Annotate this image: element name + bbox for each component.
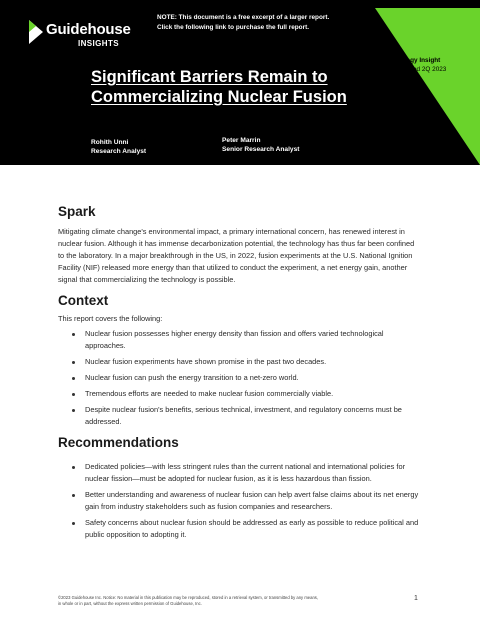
- bullet-icon: [72, 361, 75, 364]
- legal-line-2: in whole or in part, without the express written permission of Guidehouse, Inc.: [58, 601, 202, 606]
- report-type-block: [392, 56, 446, 74]
- excerpt-note: [157, 13, 367, 33]
- bullet-icon: [72, 409, 75, 412]
- logo-subtitle: INSIGHTS: [78, 39, 119, 48]
- spark-text: Mitigating climate change's environmental impact, a primary international concern, has renewed interest in nuclear fusion. Although it has immense decarbonization potential, the technology has thus far been confined to the laboratory. In a major breakthrough in the US, in 2022, fusion experiments at the U.S. National Ignition Facility (NIF) released more energy than that utilized to conduct the experiment, a net energy gain, another signal that commercializing the technology is possible.: [58, 227, 415, 284]
- note-purchase-link[interactable]: Click the following link to purchase the full report.: [157, 24, 309, 31]
- title-line-1: Significant Barriers Remain to: [91, 68, 328, 86]
- copyright-notice: [58, 595, 368, 607]
- green-accent-triangle: [375, 0, 480, 165]
- bullet-icon: [72, 494, 75, 497]
- analyst-role: Senior Research Analyst: [222, 146, 300, 153]
- bullet-icon: [72, 393, 75, 396]
- list-item: Dedicated policies—with less stringent rules than the current national and international policies for nuclear fission—must be adopted for nuclear fusion, as it is less hazardous than fission.: [58, 461, 424, 485]
- report-title: [91, 67, 371, 107]
- list-item: Safety concerns about nuclear fusion should be addressed as early as possible to reduce political and public opposition to adopting it.: [58, 517, 424, 541]
- title-line-2: Commercializing Nuclear Fusion: [91, 88, 347, 106]
- analyst-role: Research Analyst: [91, 148, 147, 155]
- page-number: 1: [414, 595, 418, 602]
- bullet-icon: [72, 466, 75, 469]
- published-date: Published 2Q 2023: [392, 66, 447, 73]
- analyst-2: [222, 136, 299, 154]
- logo-name: Guidehouse: [46, 21, 131, 38]
- bullet-icon: [72, 377, 75, 380]
- analyst-1: [91, 138, 146, 156]
- bullet-icon: [72, 522, 75, 525]
- analyst-name: Rohith Unni: [91, 139, 129, 146]
- list-item: Despite nuclear fusion's benefits, serious technical, investment, and regulatory concerns must be addressed.: [58, 404, 424, 428]
- recommendations-list: [58, 461, 424, 541]
- report-header: [0, 0, 480, 165]
- analyst-name: Peter Marrin: [222, 137, 261, 144]
- list-item: Nuclear fusion possesses higher energy density than fission and offers varied technological approaches.: [58, 328, 424, 352]
- list-item: Nuclear fusion experiments have shown promise in the past two decades.: [58, 356, 424, 368]
- bullet-icon: [72, 333, 75, 336]
- list-item: Tremendous efforts are needed to make nuclear fusion commercially viable.: [58, 388, 424, 400]
- legal-line-1: ©2023 Guidehouse Inc. Notice: No material in this publication may be reproduced, stored in a retrieval system, or transmitted by any means,: [58, 595, 319, 600]
- guidehouse-mark-icon: [27, 18, 45, 46]
- context-heading: Context: [58, 293, 109, 308]
- context-intro: This report covers the following:: [58, 314, 163, 323]
- context-list: [58, 328, 424, 428]
- list-item: Nuclear fusion can push the energy transition to a net-zero world.: [58, 372, 424, 384]
- spark-heading: Spark: [58, 204, 96, 219]
- report-type: Strategy Insight: [392, 57, 441, 64]
- list-item: Better understanding and awareness of nuclear fusion can help avert false claims about its net energy gain from industry stakeholders such as fusion companies and researchers.: [58, 489, 424, 513]
- guidehouse-logo: [27, 18, 147, 58]
- recommendations-heading: Recommendations: [58, 435, 179, 450]
- note-line-1: NOTE: This document is a free excerpt of a larger report.: [157, 14, 330, 21]
